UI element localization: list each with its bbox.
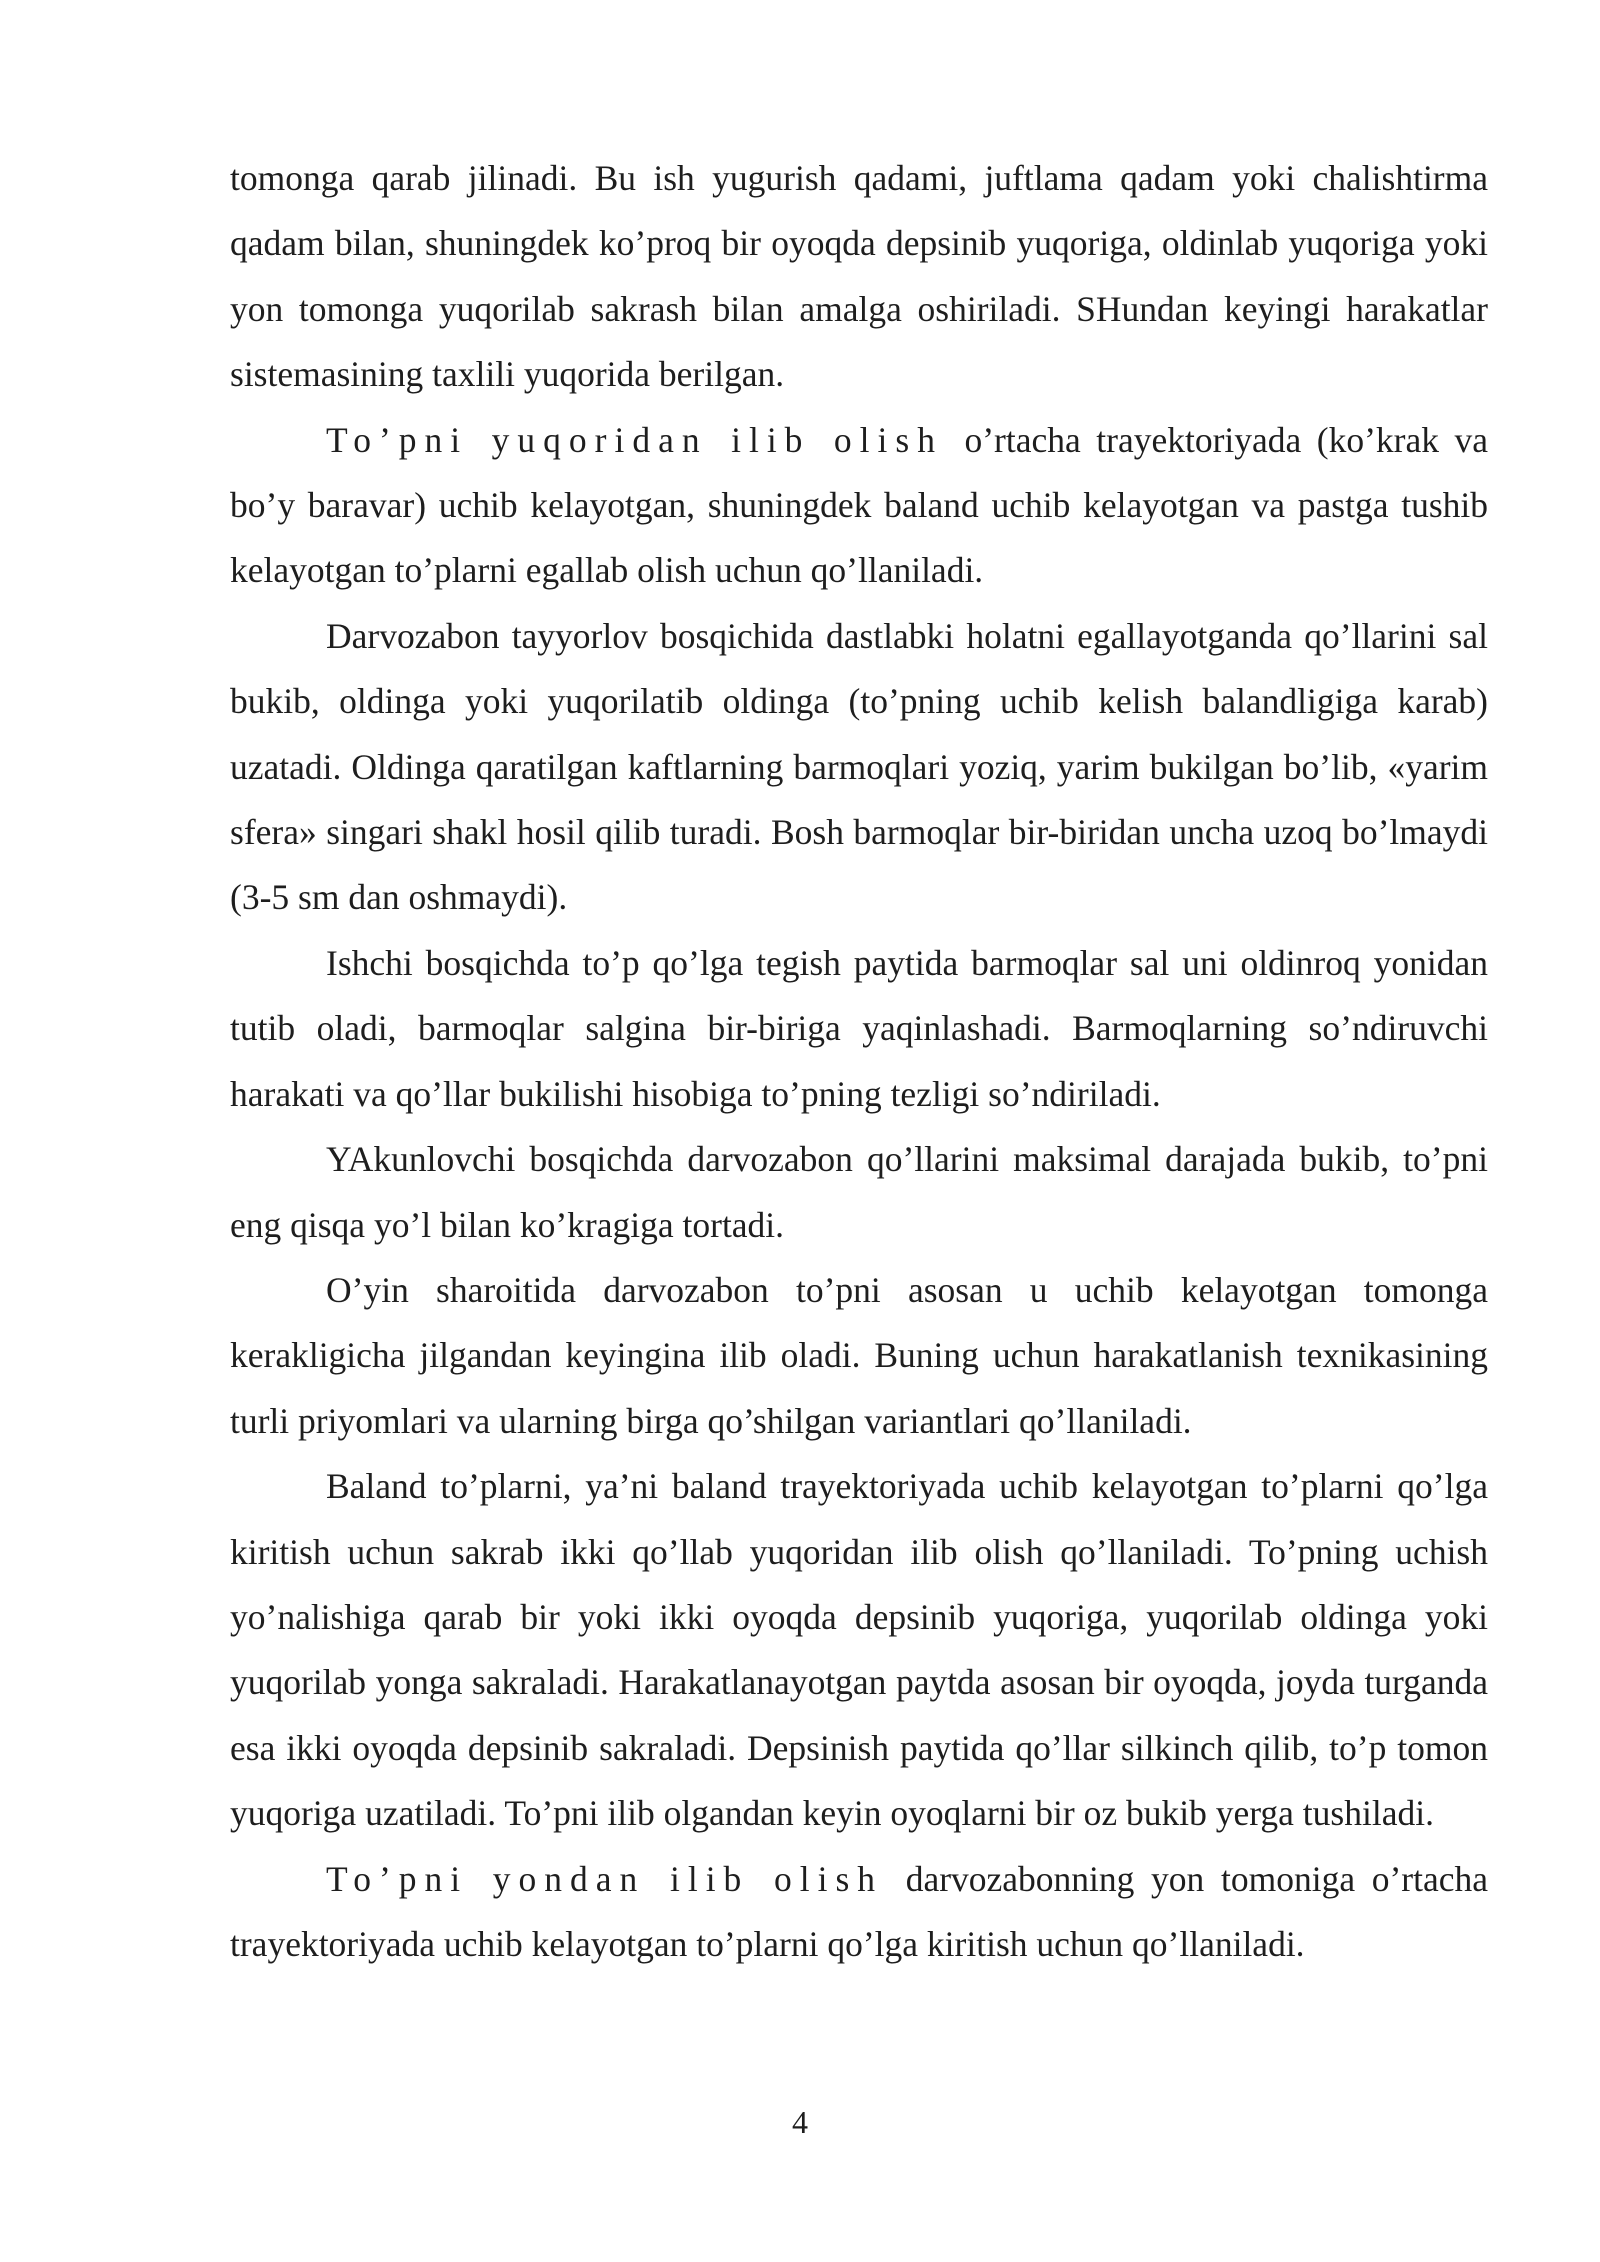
paragraph-3	[230, 604, 1488, 931]
paragraph-2	[230, 408, 1488, 604]
paragraph-3-text: Darvozabon tayyorlov bosqichida dastlabki holatni egallayotganda qo’llarini sal bukib, oldinga yoki yuqorilatib oldinga (to’pning uchib kelish balandligiga karab) uzatadi. Oldinga qaratilgan kaftlarning barmoqlari yoziq, yarim bukilgan bo’lib, «yarim sfera» singari shakl hosil qilib turadi. Bosh barmoqlar bir-biridan uncha uzoq bo’lmaydi (3-5 sm dan oshmaydi).	[230, 615, 1488, 918]
paragraph-2-spaced-term: To’pni yuqoridan ilib olish	[326, 419, 943, 460]
paragraph-8	[230, 1847, 1488, 1978]
page-body	[230, 146, 1488, 1977]
paragraph-5-text: YAkunlovchi bosqichda darvozabon qo’llarini maksimal darajada bukib, to’pni eng qisqa yo’l bilan ko’kragiga tortadi.	[230, 1139, 1488, 1245]
paragraph-7-text: Baland to’plarni, ya’ni baland trayektoriyada uchib kelayotgan to’plarni qo’lga kiritish uchun sakrab ikki qo’llab yuqoridan ilib olish qo’llaniladi. To’pning uchish yo’nalishiga qarab bir yoki ikki oyoqda depsinib yuqoriga, yuqorilab oldinga yoki yuqorilab yonga sakraladi. Harakatlanayotgan paytda asosan bir oyoqda, joyda turganda esa ikki oyoqda depsinib sakraladi. Depsinish paytida qo’llar silkinch qilib, to’p tomon yuqoriga uzatiladi. To’pni ilib olgandan keyin oyoqlarni bir oz bukib yerga tushiladi.	[230, 1466, 1488, 1834]
paragraph-4	[230, 931, 1488, 1127]
paragraph-8-spaced-term: To’pni yondan ilib olish	[326, 1858, 884, 1899]
paragraph-4-text: Ishchi bosqichda to’p qo’lga tegish paytida barmoqlar sal uni oldinroq yonidan tutib oladi, barmoqlar salgina bir-biriga yaqinlashadi. Barmoqlarning so’ndiruvchi harakati va qo’llar bukilishi hisobiga to’pning tezligi so’ndiriladi.	[230, 942, 1488, 1114]
paragraph-6	[230, 1258, 1488, 1454]
paragraph-5	[230, 1127, 1488, 1258]
paragraph-7	[230, 1454, 1488, 1846]
paragraph-8-text: darvozabonning yon tomoniga o’rtacha trayektoriyada uchib kelayotgan to’plarni qo’lga kiritish uchun qo’llaniladi.	[230, 1858, 1489, 1964]
paragraph-1	[230, 146, 1488, 408]
paragraph-1-text: tomonga qarab jilinadi. Bu ish yugurish qadami, juftlama qadam yoki chalishtirma qadam bilan, shuningdek ko’proq bir oyoqda depsinib yuqoriga, oldinlab yuqoriga yoki yon tomonga yuqorilab sakrash bilan amalga oshiriladi. SHundan keyingi harakatlar sistemasining taxlili yuqorida berilgan.	[230, 158, 1488, 395]
paragraph-2-text: o’rtacha trayektoriyada (ko’krak va bo’y baravar) uchib kelayotgan, shuningdek baland uchib kelayotgan va pastga tushib kelayotgan to’plarni egallab olish uchun qo’llaniladi.	[230, 419, 1489, 591]
page-number: 4	[792, 2104, 808, 2140]
paragraph-6-text: O’yin sharoitida darvozabon to’pni asosan u uchib kelayotgan tomonga kerakligicha jilgandan keyingina ilib oladi. Buning uchun harakatlanish texnikasining turli priyomlari va ularning birga qo’shilgan variantlari qo’llaniladi.	[230, 1269, 1488, 1441]
